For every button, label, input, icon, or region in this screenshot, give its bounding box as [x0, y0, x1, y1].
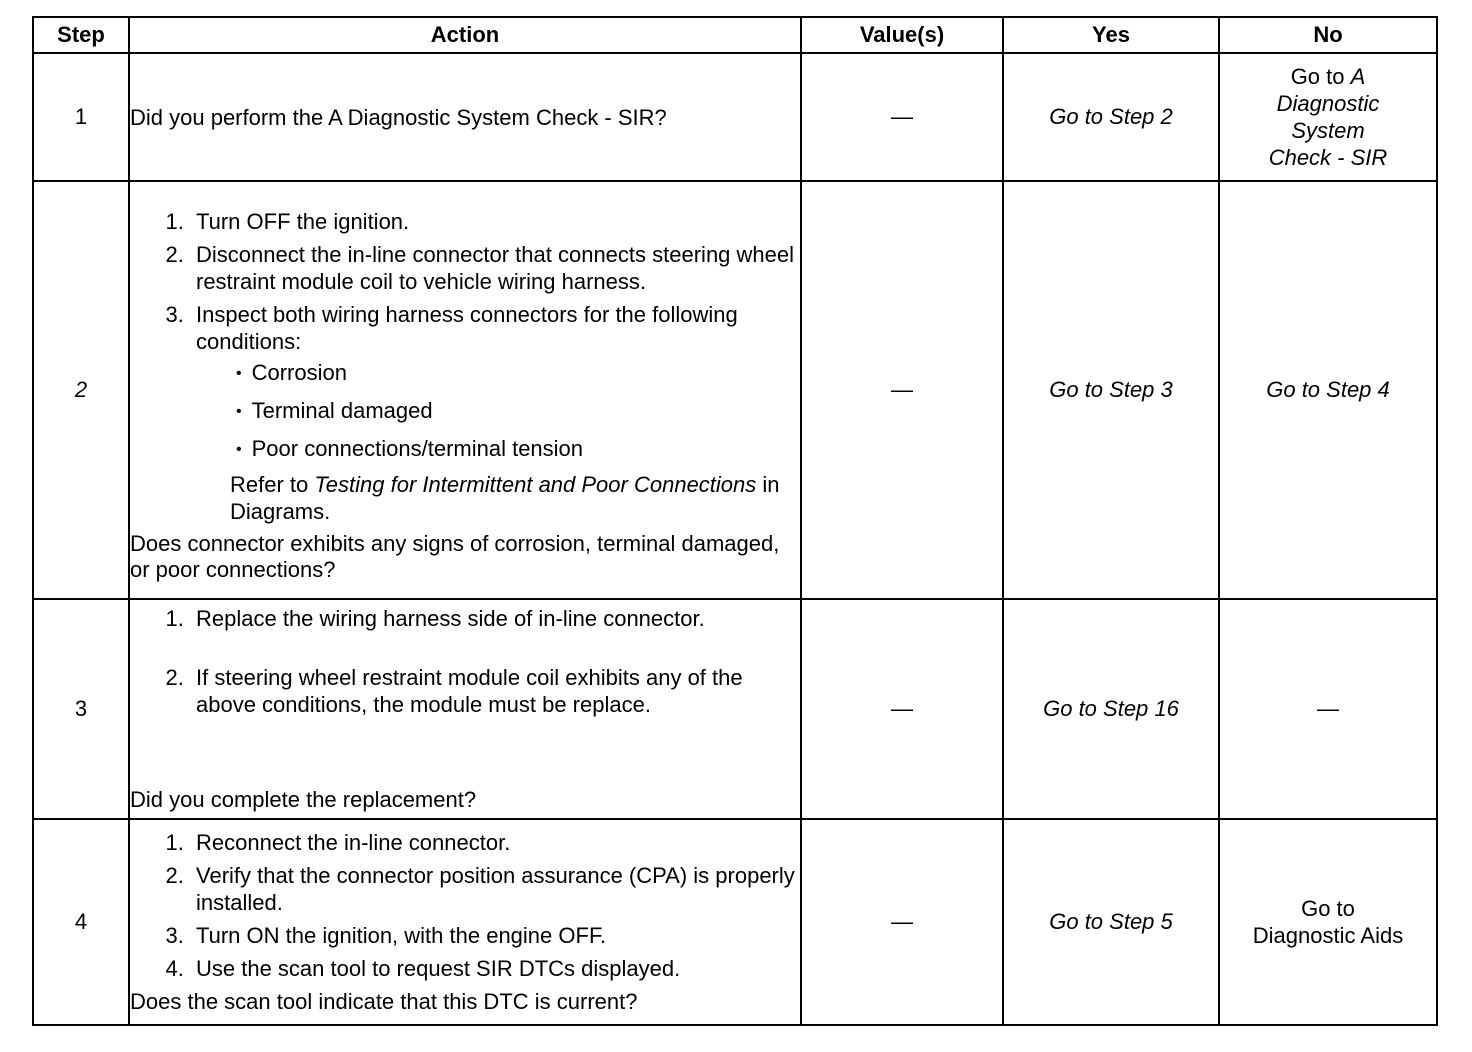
refer-note	[196, 471, 800, 525]
list-item: 2. If steering wheel restraint module coil exhibits any of the above conditions, the module must be replace.	[190, 664, 800, 718]
refer-prefix: Refer to	[230, 471, 309, 497]
action-cell	[129, 819, 801, 1025]
table-row	[33, 53, 1437, 181]
step-list	[130, 208, 800, 525]
header-no: No	[1219, 17, 1437, 53]
no-italic: System	[1291, 118, 1365, 143]
step-number: 3	[33, 599, 129, 819]
list-item	[190, 301, 800, 525]
header-values: Value(s)	[801, 17, 1003, 53]
action-cell	[129, 599, 801, 819]
no-italic: Diagnostic	[1276, 91, 1380, 116]
question-text: Did you perform the A Diagnostic System Check - SIR?	[130, 104, 667, 130]
value-cell: —	[801, 53, 1003, 181]
condition-item: • Poor connections/terminal tension	[230, 435, 800, 465]
yes-link[interactable]: Go to Step 16	[1003, 599, 1219, 819]
table-row	[33, 181, 1437, 599]
step-number: 1	[33, 53, 129, 181]
step-number: 4	[33, 819, 129, 1025]
action-cell	[129, 53, 801, 181]
no-italic: A	[1350, 64, 1366, 89]
yes-link[interactable]: Go to Step 2	[1003, 53, 1219, 181]
no-link[interactable]	[1219, 53, 1437, 181]
value-cell: —	[801, 599, 1003, 819]
list-item-text: Inspect both wiring harness connectors for the following conditions:	[196, 301, 738, 354]
header-yes: Yes	[1003, 17, 1219, 53]
refer-suffix: Diagrams.	[230, 498, 331, 524]
header-action: Action	[129, 17, 801, 53]
question-text: Did you complete the replacement?	[130, 787, 477, 812]
header-row	[33, 17, 1437, 53]
no-prefix: Go to	[1290, 64, 1345, 89]
no-line: Diagnostic Aids	[1252, 923, 1404, 948]
condition-list	[196, 359, 800, 465]
yes-link[interactable]: Go to Step 3	[1003, 181, 1219, 599]
list-item: 2. Verify that the connector position assurance (CPA) is properly installed.	[190, 862, 800, 916]
condition-item: • Corrosion	[230, 359, 800, 389]
no-value: —	[1219, 599, 1437, 819]
value-cell: —	[801, 819, 1003, 1025]
value-cell: —	[801, 181, 1003, 599]
table-row	[33, 819, 1437, 1025]
refer-in: in	[762, 471, 780, 497]
question-text: Does the scan tool indicate that this DTC is current?	[130, 989, 638, 1014]
list-item: 4. Use the scan tool to request SIR DTCs displayed.	[190, 955, 800, 982]
condition-item: • Terminal damaged	[230, 397, 800, 427]
no-line: Go to	[1301, 896, 1355, 921]
header-step: Step	[33, 17, 129, 53]
step-list	[130, 605, 800, 718]
list-item: 1. Turn OFF the ignition.	[190, 208, 800, 235]
refer-link[interactable]: Testing for Intermittent and Poor Connections	[314, 471, 757, 497]
question-text: Does connector exhibits any signs of corrosion, terminal damaged, or poor connections?	[130, 530, 780, 582]
step-number: 2	[33, 181, 129, 599]
table-row	[33, 599, 1437, 819]
step-list	[130, 829, 800, 982]
list-item: 1. Reconnect the in-line connector.	[190, 829, 800, 856]
no-link[interactable]	[1219, 819, 1437, 1025]
list-item: 3. Turn ON the ignition, with the engine OFF.	[190, 922, 800, 949]
list-item: 2. Disconnect the in-line connector that connects steering wheel restraint module coil to vehicle wiring harness.	[190, 241, 800, 295]
no-link[interactable]: Go to Step 4	[1219, 181, 1437, 599]
list-item: 1. Replace the wiring harness side of in-line connector.	[190, 605, 800, 632]
action-cell	[129, 181, 801, 599]
no-italic: Check - SIR	[1268, 145, 1388, 170]
yes-link[interactable]: Go to Step 5	[1003, 819, 1219, 1025]
diagnostic-table	[32, 16, 1438, 1026]
